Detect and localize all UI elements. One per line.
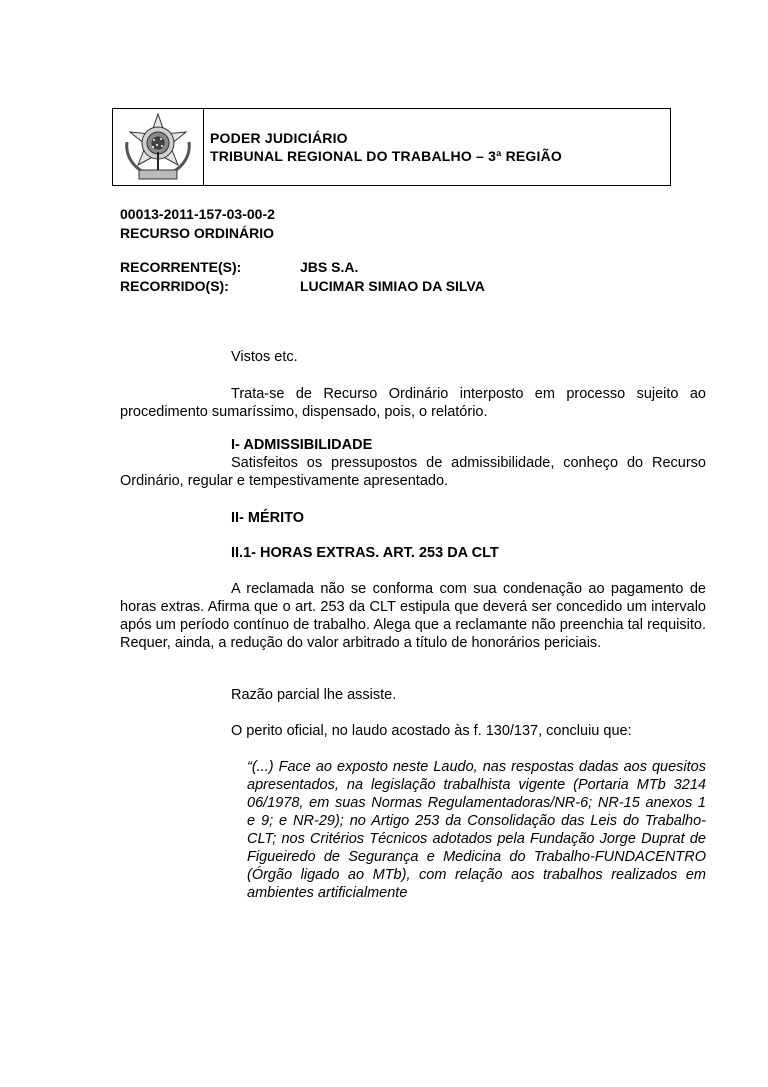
expert-quote: “(...) Face ao exposto neste Laudo, nas respostas dadas aos quesitos apresentados, na legislação trabalhista vigente (Portaria MTb 3214 06/1978, em suas Normas Regulamentadoras/NR-6; NR-15 anexos 1 e 9; e NR-29); no Artigo 253 da Consolidação das Leis do Trabalho-CLT; nos Critérios Técnicos adotados pela Fundação Jorge Duprat de Figueiredo de Segurança e Medicina do Trabalho-FUNDACENTRO (Órgão ligado ao MTb), com relação aos trabalhos realizados em ambientes artificialmente bbox=[247, 759, 706, 901]
paragraph-perito bbox=[120, 722, 706, 740]
party-value: JBS S.A. bbox=[300, 259, 359, 275]
trata-text: Trata-se de Recurso Ordinário interposto em processo sujeito ao procedimento sumaríssimo, dispensado, pois, o relatório. bbox=[120, 386, 706, 420]
paragraph-reclamada bbox=[120, 580, 706, 652]
paragraph-trata bbox=[120, 385, 706, 421]
letterhead bbox=[112, 108, 671, 186]
party-label: RECORRIDO(S): bbox=[120, 278, 229, 294]
section-title: I- ADMISSIBILIDADE bbox=[231, 437, 373, 453]
paragraph-razao bbox=[120, 686, 706, 704]
court-name: TRIBUNAL REGIONAL DO TRABALHO – 3ª REGIÃO bbox=[210, 148, 562, 164]
case-type: RECURSO ORDINÁRIO bbox=[120, 225, 275, 241]
letterhead-text bbox=[210, 129, 562, 165]
party-appellee bbox=[120, 277, 485, 296]
brazil-coat-of-arms-icon bbox=[119, 112, 197, 184]
section-admissibilidade bbox=[120, 436, 706, 490]
section-title: II- MÉRITO bbox=[231, 510, 305, 526]
party-label: RECORRENTE(S): bbox=[120, 259, 242, 275]
perito-text: O perito oficial, no laudo acostado às f. 130/137, concluiu que: bbox=[231, 723, 632, 739]
subsection-title: II.1- HORAS EXTRAS. ART. 253 DA CLT bbox=[231, 545, 499, 561]
paragraph-vistos bbox=[120, 348, 706, 366]
section-merito bbox=[120, 509, 706, 527]
party-value: LUCIMAR SIMIAO DA SILVA bbox=[300, 278, 485, 294]
letterhead-divider bbox=[203, 109, 204, 185]
reclamada-text: A reclamada não se conforma com sua condenação ao pagamento de horas extras. Afirma que o art. 253 da CLT estipula que deverá ser concedido um intervalo após um período contínuo de trabalho. Alega que a reclamante não preenchia tal requisito. Requer, ainda, a redução do valor arbitrado a título de honorários periciais. bbox=[120, 581, 706, 651]
vistos-text: Vistos etc. bbox=[231, 349, 298, 365]
party-appellant bbox=[120, 258, 358, 277]
admissibilidade-text: Satisfeitos os pressupostos de admissibilidade, conheço do Recurso Ordinário, regular e tempestivamente apresentado. bbox=[120, 455, 706, 489]
case-number: 00013-2011-157-03-00-2 bbox=[120, 206, 275, 222]
court-branch: PODER JUDICIÁRIO bbox=[210, 130, 348, 146]
razao-text: Razão parcial lhe assiste. bbox=[231, 687, 397, 703]
subsection-horas-extras bbox=[120, 544, 706, 562]
